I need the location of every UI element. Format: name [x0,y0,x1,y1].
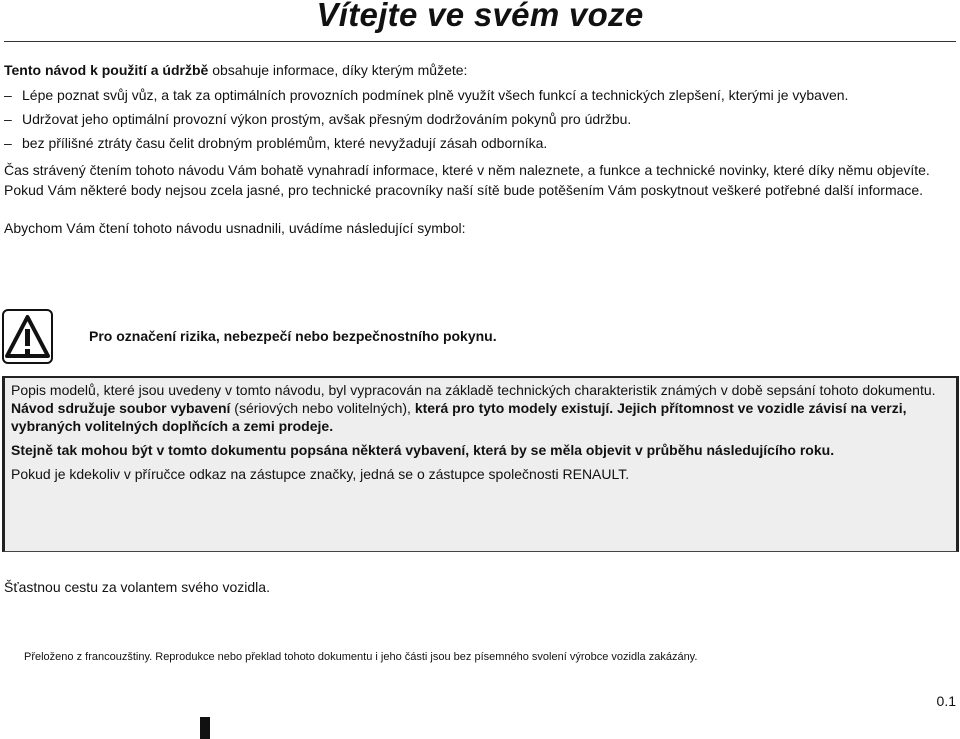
page-title: Vítejte ve svém voze [316,0,644,33]
note-paragraph-models [11,381,950,435]
list-dash: – [4,135,12,151]
page-marker [200,717,210,739]
list-item-text: bez přílišné ztráty času čelit drobným problémům, které nevyžadují zásah odborníka. [22,135,548,151]
note-paragraph-next-year: Stejně tak mohou být v tomto dokumentu popsána některá vybavení, která by se měla objevit v průběhu následujícího roku. [11,442,835,458]
intro-text [4,60,954,80]
note-text: Popis modelů, které jsou uvedeny v tomto návodu, byl vypracován na základě technických charakteristik známých v době sepsání tohoto dokumentu. [11,382,936,398]
closing-text: Šťastnou cestu za volantem svého vozidla. [4,579,270,595]
note-bold: která pro tyto modely existují. Jejich přítomnost ve vozidle závisí na verzi, vybraných volitelných doplňcích a zemi prodeje. [11,400,907,434]
title-divider [4,41,956,42]
footer-translation-note: Přeloženo z francouzštiny. Reprodukce nebo překlad tohoto dokumentu i jeho části jsou bez písemného svolení výrobce vozidla zakázány. [24,651,698,663]
paragraph-symbol-intro: Abychom Vám čtení tohoto návodu usnadnili, uvádíme následující symbol: [4,220,466,236]
note-text: (sériových nebo volitelných), [230,400,415,416]
note-bold: Návod sdružuje soubor vybavení [11,400,231,416]
info-note-box [2,376,959,552]
list-dash: – [4,111,12,127]
paragraph-info: Čas strávený čtením tohoto návodu Vám bohatě vynahradí informace, které v něm naleznete, a funkce a technické novinky, které díky němu objevíte. Pokud Vám některé body nejsou zcela jasné, pro technické pracovníky naší sítě bude potěšením Vám poskytnout veškeré potřebné další informace. [4,162,930,198]
list-item-text: Lépe poznat svůj vůz, a tak za optimálních provozních podmínek plně využít všech funkcí a technických zlepšení, kterými je vybaven. [22,87,849,103]
intro-bold: Tento návod k použití a údržbě [4,62,209,78]
page-number: 0.1 [936,693,956,709]
list-item-text: Udržovat jeho optimální provozní výkon prostým, avšak přesným dodržováním pokynů pro údržbu. [22,111,632,127]
intro-rest: obsahuje informace, díky kterým můžete: [208,62,468,78]
list-dash: – [4,87,12,103]
note-paragraph-dealer: Pokud je kdekoliv v příručce odkaz na zástupce značky, jedná se o zástupce společnosti RENAULT. [11,466,630,482]
warning-description: Pro označení rizika, nebezpečí nebo bezpečnostního pokynu. [89,328,497,344]
warning-triangle-icon [2,309,53,364]
